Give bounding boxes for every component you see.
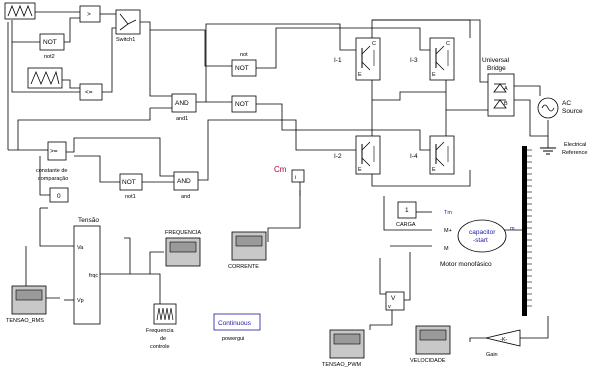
gt-symbol: > (87, 11, 91, 18)
igbt-i2[interactable] (334, 136, 380, 174)
not2-symbol: NOT (43, 39, 57, 46)
corrente-caption: CORRENTE (228, 264, 259, 270)
svg-text:v: v (388, 304, 391, 310)
universal-bridge-caption-1: Universal (482, 57, 510, 64)
powergui-caption: powergui (222, 336, 245, 342)
not1-symbol: NOT (122, 179, 136, 186)
not1-caption: not1 (125, 194, 136, 200)
le-symbol: <= (85, 89, 93, 96)
not2-caption: not2 (44, 54, 55, 60)
cm-measurement[interactable] (274, 165, 304, 182)
tensao-in-va: Va (77, 245, 84, 251)
carga-caption: CARGA (396, 222, 416, 228)
signal-generator-top[interactable] (5, 3, 35, 19)
freq-controle-block[interactable] (146, 304, 176, 350)
i1-caption: I-1 (334, 57, 342, 64)
and-block[interactable] (174, 172, 198, 200)
universal-bridge-caption-2: Bridge (487, 65, 506, 72)
not-top-block[interactable] (232, 52, 256, 76)
and1-symbol: AND (175, 100, 189, 107)
svg-text:C: C (372, 41, 376, 47)
motor-port-m: M (444, 246, 449, 252)
svg-text:E: E (432, 167, 436, 173)
cm-caption: Cm (274, 165, 287, 174)
ac-source-caption-2: Source (562, 108, 583, 115)
tensao-rms-caption: TENSAO_RMS (6, 318, 44, 324)
switch1-caption: Switch1 (116, 37, 136, 43)
frequencia-caption: FREQUENCIA (165, 230, 202, 236)
scope-tensao-pwm[interactable] (322, 330, 364, 368)
and-caption: and (181, 194, 191, 200)
not-mid-symbol: NOT (235, 101, 249, 108)
constant-caption-2: comparação (38, 176, 69, 182)
motor-port-out: m (510, 226, 515, 232)
not1-block[interactable] (120, 174, 142, 200)
elec-ref-caption-2: Reference (562, 150, 588, 156)
svg-text:E: E (358, 72, 362, 78)
voltage-measurement[interactable] (386, 292, 404, 310)
bridge-port-a: A (504, 86, 508, 92)
bridge-port-b: B (504, 101, 508, 107)
powergui-block[interactable] (214, 314, 260, 342)
switch1-block[interactable] (116, 10, 140, 43)
svg-text:i: i (295, 175, 297, 181)
svg-text:C: C (446, 41, 450, 47)
electrical-reference-block[interactable] (540, 142, 587, 156)
elec-ref-caption-1: Electrical (564, 142, 587, 148)
powergui-label: Continuous (218, 320, 251, 327)
and1-caption: and1 (176, 116, 189, 122)
relational-gt-block[interactable] (80, 6, 100, 22)
gain-block[interactable] (486, 330, 520, 358)
motor-port-mplus: M+ (444, 228, 452, 234)
svg-text:E: E (432, 72, 436, 78)
i4-caption: I-4 (410, 153, 418, 160)
carga-value: 1 (405, 207, 409, 214)
scope-corrente[interactable] (228, 232, 266, 270)
carga-block[interactable] (396, 202, 416, 228)
scope-velocidade[interactable] (410, 326, 450, 364)
motor-line2: -start (473, 237, 488, 244)
igbt-i3[interactable] (410, 38, 454, 80)
not-top-caption: not (240, 52, 248, 58)
motor-port-tm: Tm (444, 210, 452, 216)
freq-controle-caption-3: controle (150, 344, 170, 350)
vmeas-symbol: V (391, 295, 396, 302)
freq-controle-caption-1: Frequencia (146, 328, 174, 334)
scope-frequencia[interactable] (165, 230, 201, 266)
bus-selector[interactable] (522, 146, 532, 316)
gain-symbol: -K- (500, 337, 508, 343)
and1-block[interactable] (172, 94, 196, 122)
svg-text:E: E (358, 167, 362, 173)
ge-symbol: >= (50, 148, 58, 155)
relational-le-block[interactable] (80, 84, 102, 100)
signal-generator-mid[interactable] (28, 68, 62, 88)
igbt-i1[interactable] (334, 38, 380, 80)
constant-caption-1: constante de (36, 168, 68, 174)
ac-source-block[interactable] (538, 98, 583, 118)
relational-ge-block[interactable] (48, 142, 66, 160)
velocidade-caption: VELOCIDADE (410, 358, 446, 364)
not-top-symbol: NOT (235, 65, 249, 72)
not2-block[interactable] (40, 34, 64, 60)
gain-caption: Gain (486, 352, 498, 358)
i2-caption: I-2 (334, 153, 342, 160)
scope-tensao-rms[interactable] (6, 286, 46, 324)
universal-bridge-block[interactable] (482, 57, 514, 116)
tensao-in-vp: Vp (77, 298, 84, 304)
tensao-title: Tensão (78, 217, 99, 224)
constant-value: 0 (57, 193, 61, 200)
motor-line1: capacitor (469, 229, 496, 236)
constant-block[interactable] (36, 168, 68, 202)
i3-caption: I-3 (410, 57, 418, 64)
tensao-pwm-caption: TENSAO_PWM (322, 362, 362, 368)
freq-controle-caption-2: de (160, 336, 167, 342)
motor-caption: Motor monofásico (440, 261, 492, 268)
ac-source-caption-1: AC (562, 100, 572, 107)
igbt-i4[interactable] (410, 136, 454, 174)
motor-block[interactable] (440, 210, 515, 268)
and-symbol: AND (177, 178, 191, 185)
tensao-subsystem[interactable] (74, 217, 100, 324)
not-mid-block[interactable] (232, 96, 256, 112)
tensao-out: frqc (89, 273, 99, 279)
